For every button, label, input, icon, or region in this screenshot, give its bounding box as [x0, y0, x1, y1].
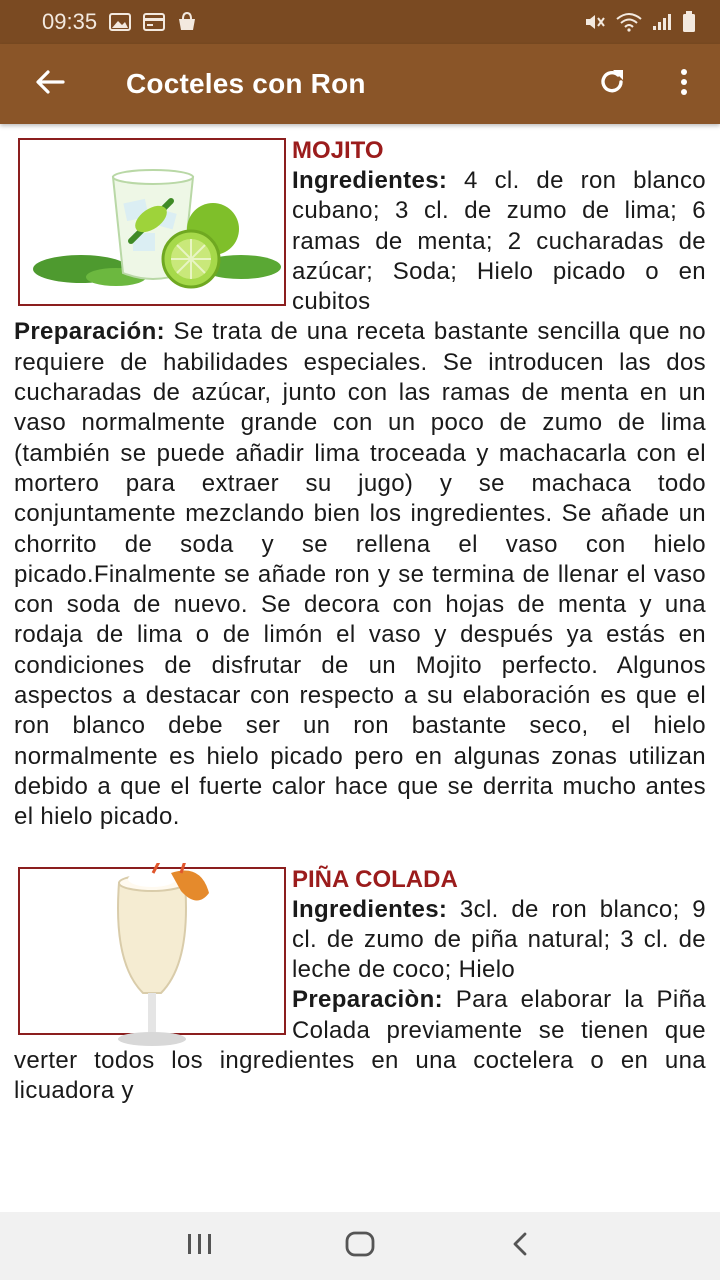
mojito-image: [18, 138, 286, 306]
recents-icon: [185, 1233, 215, 1260]
battery-icon: [682, 11, 696, 33]
status-left: [42, 9, 197, 35]
more-options-button[interactable]: [648, 44, 720, 124]
back-arrow-icon: [35, 69, 65, 100]
mute-icon: [584, 12, 606, 32]
home-button[interactable]: [320, 1216, 400, 1276]
preparation-label: Preparaciòn:: [292, 986, 443, 1014]
ingredients-label: Ingredientes:: [292, 895, 448, 923]
app-title: Cocteles con Ron: [126, 68, 366, 99]
back-nav-button[interactable]: [480, 1216, 560, 1276]
home-icon: [345, 1231, 375, 1262]
ingredients-value: 4 cl. de ron blanco cubano; 3 cl. de zumo de lima; 6 ramas de menta; 2 cucharadas de azúcar; Soda; Hielo picado o en cubitos: [292, 167, 706, 316]
ingredients-value: 3cl. de ron blanco; 9 cl. de zumo de piña natural; 3 cl. de leche de coco; Hielo: [292, 895, 706, 984]
signal-icon: [652, 13, 672, 31]
refresh-icon: [597, 67, 627, 102]
recents-button[interactable]: [160, 1216, 240, 1276]
more-vert-icon: [679, 68, 689, 101]
preparation-text: [14, 317, 706, 832]
back-icon: [510, 1232, 530, 1261]
status-bar: [0, 0, 720, 44]
recipe-title: PIÑA COLADA: [292, 865, 458, 893]
refresh-button[interactable]: [576, 44, 648, 124]
image-icon: [109, 13, 131, 31]
app-bar: [0, 44, 720, 124]
pina-colada-image: [18, 867, 286, 1035]
recipe-title: MOJITO: [292, 137, 384, 164]
preparation-value: Se trata de una receta bastante sencilla que no requiere de habilidades especiales. Se introducen las dos cucharadas de azúcar, junto con las ramas de menta en un vaso normalmente grande con un poco de zumo de lima (también se puede añadir lima troceada y machacarla con el mortero para extraer su jugo) y se machaca todo conjuntamente mezclando bien los ingredientes. Se añade un chorrito de soda y se rellena el vaso con hielo picado.Finalmente se añade ron y se termina de llenar el vaso con soda de nuevo. Se decora con hojas de menta y una rodaja de lima o de limón el vaso y después ya estás en condiciones de disfrutar de un Mojito perfecto. Algunos aspectos a destacar con respecto a su elaboración es que el ron blanco debe ser un ron bastante seco, el hielo normalmente es hielo picado pero en algunas zonas utilizan debido a que el fuerte calor hace que se derrita mucho antes el hielo picado.: [14, 318, 706, 831]
recipe-pina-colada: [14, 863, 706, 1107]
status-time: 09:35: [42, 9, 98, 34]
system-nav-bar: [0, 1212, 720, 1280]
preparation-label: Preparación:: [14, 318, 165, 346]
wifi-icon: [616, 12, 642, 32]
preparation-value: Para elaborar la Piña Colada previamente se tienen que verter todos los ingredientes en una coctelera o en una licuadora y: [14, 986, 706, 1105]
status-right: [584, 11, 696, 33]
app-actions: [576, 44, 720, 124]
bag-icon: [177, 12, 197, 32]
ingredients-label: Ingredientes:: [292, 167, 448, 194]
back-button[interactable]: [0, 44, 100, 124]
recipe-list[interactable]: [0, 124, 720, 1212]
recipe-mojito: [14, 134, 706, 833]
card-icon: [143, 13, 165, 31]
